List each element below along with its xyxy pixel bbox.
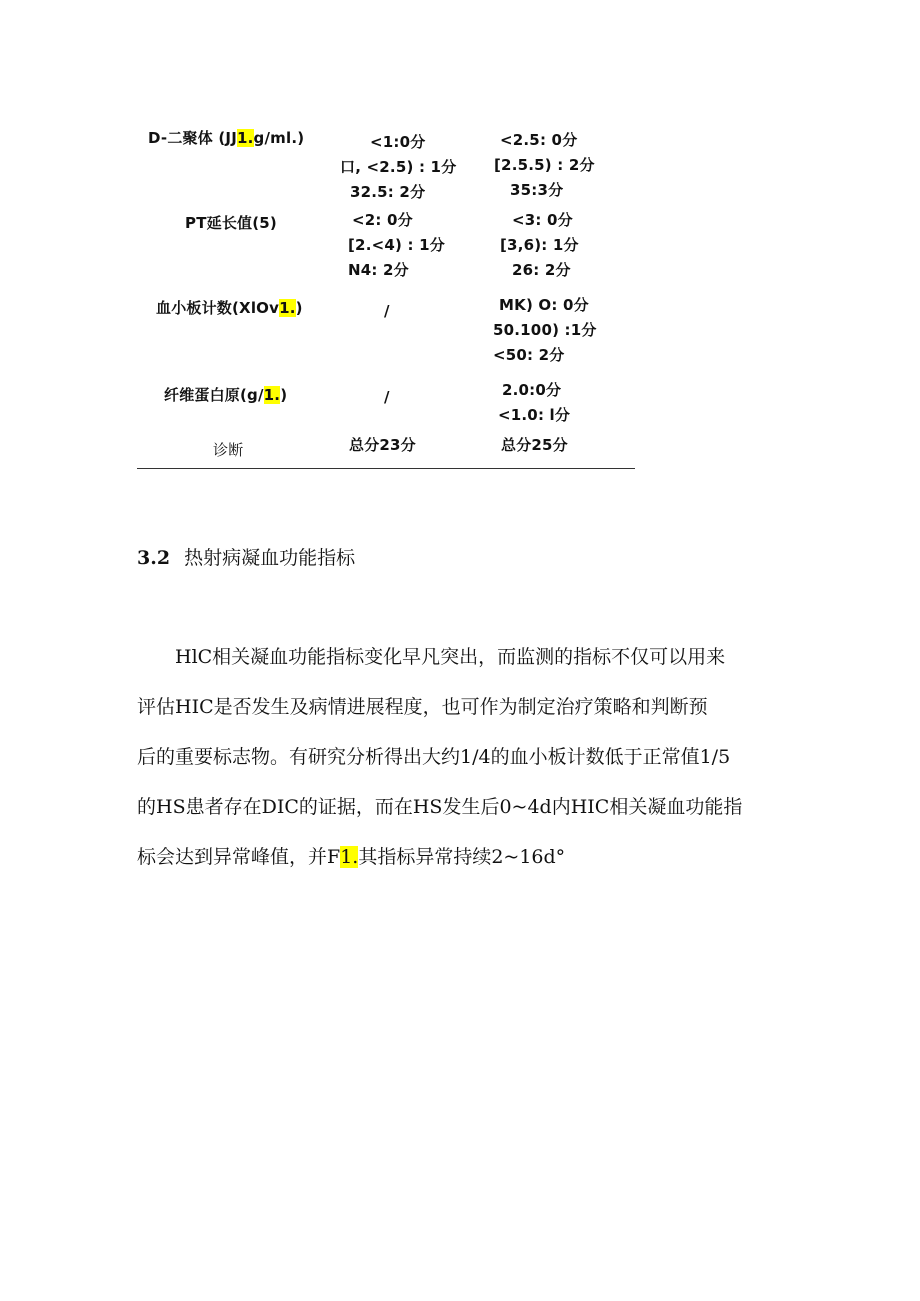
score-line: [2.5.5) : 2分: [494, 156, 595, 174]
score-line: 26: 2分: [512, 261, 571, 279]
paragraph-line: HlC相关凝血功能指标变化早凡突出，而监测的指标不仅可以用来: [175, 646, 726, 668]
score-line: 32.5: 2分: [350, 183, 426, 201]
highlight-mark: 1.: [263, 386, 281, 404]
table-bottom-rule: [137, 468, 635, 469]
row-label-fibrinogen: [164, 383, 287, 408]
section-heading: [137, 543, 355, 573]
label-text: ): [280, 386, 288, 404]
paragraph-line-last: [137, 832, 787, 882]
score-line: N4: 2分: [348, 261, 409, 279]
highlight-mark: 1.: [279, 299, 296, 317]
score-line: 总分23分: [349, 436, 416, 454]
score-cell-col2: [498, 378, 570, 428]
score-line: <1:0分: [370, 133, 426, 151]
score-cell-col1: [340, 130, 456, 205]
highlight-mark: 1.: [340, 846, 359, 868]
label-text: 纤维蛋白原(g/: [164, 386, 264, 404]
score-cell-col2: [494, 128, 595, 203]
score-cell-col2: [501, 433, 568, 458]
label-text: D-二聚体 (JJ: [148, 129, 237, 147]
label-text: 诊断: [213, 441, 244, 459]
row-label-d-dimer: [148, 126, 304, 151]
score-line: <2.5: 0分: [500, 131, 578, 149]
paragraph-text: 标会达到异常峰值，并F: [137, 846, 341, 868]
score-line: /: [384, 388, 390, 406]
label-text: 血小板计数(XlOv: [156, 299, 280, 317]
body-paragraph: [137, 632, 787, 882]
score-cell-col1: [348, 208, 445, 283]
score-line: <3: 0分: [512, 211, 573, 229]
score-line: 2.0:0分: [502, 381, 562, 399]
row-label-pt: [185, 211, 277, 236]
score-line: <1.0: l分: [498, 406, 571, 424]
score-cell-col1: [384, 299, 390, 324]
score-cell-col2: [500, 208, 579, 283]
score-line: [2.<4) : 1分: [348, 236, 445, 254]
paragraph-text: 其指标异常持续2~16d°: [358, 846, 566, 868]
label-text: ): [295, 299, 303, 317]
score-line: <2: 0分: [352, 211, 413, 229]
highlight-mark: 1.: [237, 129, 254, 147]
section-number: 3.2: [137, 547, 171, 569]
label-text: PT延长值(5): [185, 214, 277, 232]
score-line: MK) O: 0分: [499, 296, 589, 314]
score-line: 50.100) :1分: [493, 321, 597, 339]
paragraph-line: 评估HIC是否发生及病情进展程度，也可作为制定治疗策略和判断预: [137, 696, 708, 718]
label-text: g/ml.): [253, 129, 305, 147]
score-line: 35:3分: [510, 181, 564, 199]
score-cell-col2: [493, 293, 597, 368]
row-label-platelet: [156, 296, 303, 321]
section-title: 热射病凝血功能指标: [184, 547, 356, 569]
score-line: <50: 2分: [493, 346, 565, 364]
score-line: 总分25分: [501, 436, 568, 454]
score-cell-col1: [349, 433, 416, 458]
row-label-diagnosis: [213, 438, 243, 463]
score-cell-col1: [384, 385, 390, 410]
score-line: /: [384, 302, 390, 320]
scoring-table: [0, 0, 920, 480]
paragraph-line: 后的重要标志物。有研究分析得出大约1/4的血小板计数低于正常值1/5: [137, 746, 731, 768]
score-line: [3,6): 1分: [500, 236, 579, 254]
score-line: 口, <2.5) : 1分: [340, 158, 457, 176]
paragraph-line: 的HS患者存在DIC的证据，而在HS发生后0~4d内HIC相关凝血功能指: [137, 796, 743, 818]
